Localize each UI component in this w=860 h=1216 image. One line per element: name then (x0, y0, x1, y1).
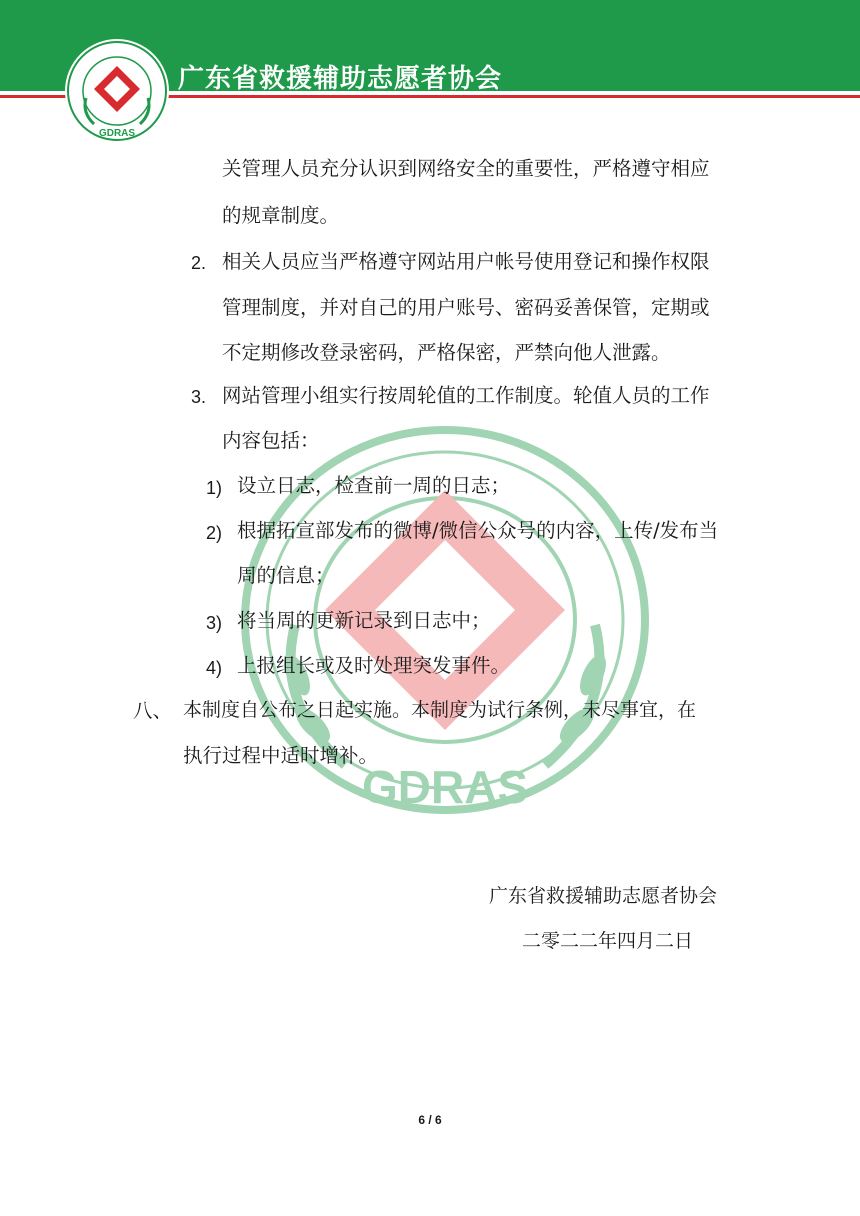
sub-item-2-line-2: 周的信息； (237, 564, 335, 587)
sub-item-4-text: 上报组长或及时处理突发事件。 (237, 654, 511, 677)
sub-item-4-number: 4) (206, 658, 223, 678)
sub-item-2-line-1: 根据拓宣部发布的微博/微信公众号的内容，上传/发布当 (237, 519, 719, 542)
page-number: 6 / 6 (418, 1113, 442, 1127)
paragraph-continuation-line-2: 的规章制度。 (222, 204, 340, 227)
sub-item-1-number: 1) (206, 478, 223, 498)
item-2-line-3: 不定期修改登录密码，严格保密，严禁向他人泄露。 (222, 341, 671, 364)
organization-logo (64, 38, 170, 144)
sub-item-3-number: 3) (206, 613, 223, 633)
signature-organization: 广东省救援辅助志愿者协会 (489, 885, 718, 907)
item-3-line-2: 内容包括： (222, 429, 320, 452)
item-2-number: 2. (191, 253, 207, 273)
section-8-line-1: 本制度自公布之日起实施。本制度为试行条例，未尽事宜，在 (183, 699, 697, 721)
organization-title: 广东省救援辅助志愿者协会 (178, 64, 503, 94)
item-2-line-1: 相关人员应当严格遵守网站用户帐号使用登记和操作权限 (222, 250, 710, 273)
section-8-number: 八、 (133, 699, 173, 722)
sub-item-2-number: 2) (206, 523, 223, 543)
item-2-line-2: 管理制度，并对自己的用户账号、密码妥善保管，定期或 (222, 296, 710, 319)
section-8-line-2: 执行过程中适时增补。 (183, 744, 379, 767)
sub-item-1-text: 设立日志，检查前一周的日志； (237, 474, 511, 497)
svg-text:GDRAS: GDRAS (361, 761, 529, 813)
item-3-number: 3. (191, 387, 207, 407)
signature-date: 二零二二年四月二日 (522, 930, 694, 952)
item-3-line-1: 网站管理小组实行按周轮值的工作制度。轮值人员的工作 (222, 384, 710, 407)
svg-text:GDRAS: GDRAS (98, 128, 136, 139)
sub-item-3-text: 将当周的更新记录到日志中； (237, 609, 491, 632)
paragraph-continuation-line-1: 关管理人员充分认识到网络安全的重要性，严格遵守相应 (222, 157, 710, 180)
